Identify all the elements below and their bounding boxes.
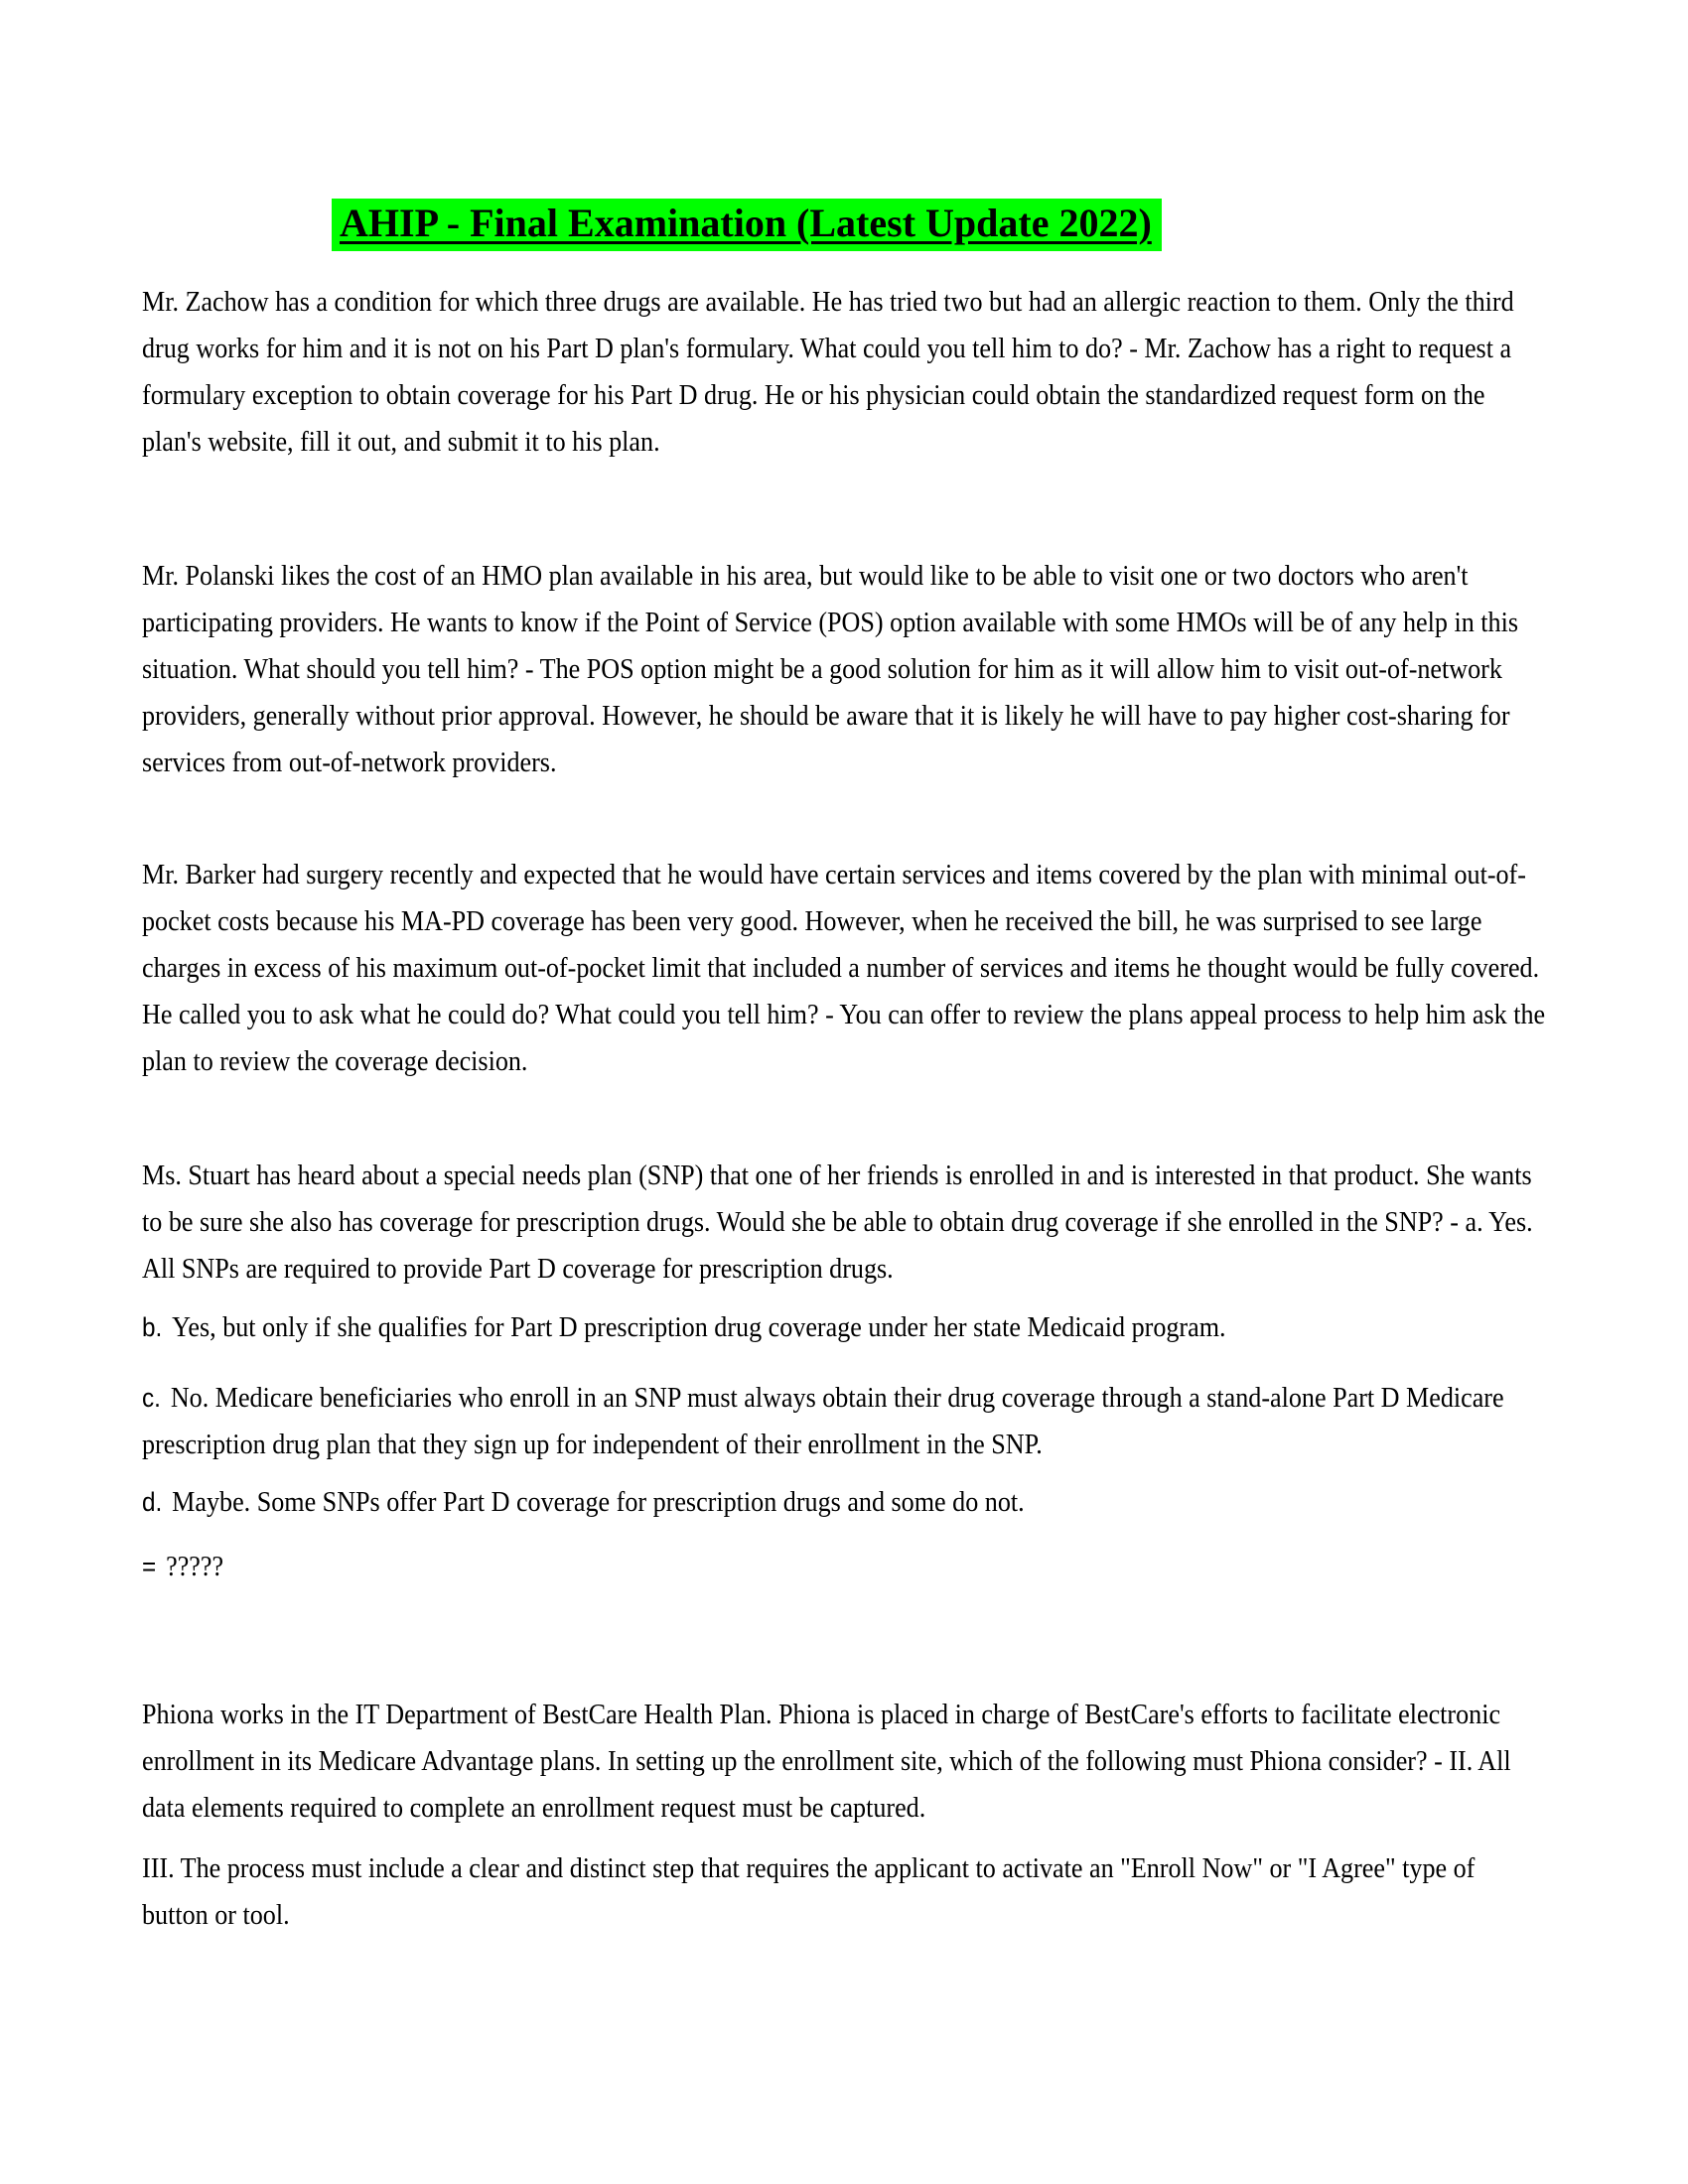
- option-text-b: Yes, but only if she qualifies for Part D prescription drug coverage under her state Medicaid program.: [172, 1311, 1226, 1343]
- question-stuart: Ms. Stuart has heard about a special needs plan (SNP) that one of her friends is enrolled in and is interested in that product. She wants to be sure she also has coverage for prescription drugs. Would she be able to obtain drug coverage if she enrolled in the SNP? - a. Yes. All SNPs are required to provide Part D coverage for prescription drugs.: [142, 1160, 1533, 1285]
- option-letter-c: c.: [142, 1383, 161, 1413]
- option-letter-b: b.: [142, 1312, 163, 1342]
- answer-option-b: [142, 1304, 1546, 1351]
- equals-sign: =: [142, 1552, 157, 1581]
- answer-option-c: [142, 1375, 1546, 1468]
- question-polanski: Mr. Polanski likes the cost of an HMO plan available in his area, but would like to be able to visit one or two doctors who aren't participating providers. He wants to know if the Point of Service (POS) option available with some HMOs will be of any help in this situation. What should you tell him? - The POS option might be a good solution for him as it will allow him to visit out-of-network providers, generally without prior approval. However, he should be aware that it is likely he will have to pay higher cost-sharing for services from out-of-network providers.: [142, 560, 1518, 778]
- question-barker: Mr. Barker had surgery recently and expected that he would have certain services and items covered by the plan with minimal out-of-pocket costs because his MA-PD coverage has been very good. However, when he received the bill, he was surprised to see large charges in excess of his maximum out-of-pocket limit that included a number of services and items he thought would be fully covered. He called you to ask what he could do? What could you tell him? - You can offer to review the plans appeal process to help him ask the plan to review the coverage decision.: [142, 859, 1546, 1077]
- option-letter-d: d.: [142, 1487, 163, 1517]
- answer-option-d: [142, 1479, 1546, 1526]
- question-zachow: Mr. Zachow has a condition for which three drugs are available. He has tried two but had an allergic reaction to them. Only the third drug works for him and it is not on his Part D plan's formulary. What could you tell him to do? - Mr. Zachow has a right to request a formulary exception to obtain coverage for his Part D drug. He or his physician could obtain the standardized request form on the plan's website, fill it out, and submit it to his plan.: [142, 286, 1514, 458]
- placeholder-text: ?????: [166, 1551, 224, 1582]
- document-title: AHIP - Final Examination (Latest Update 2022): [332, 199, 1162, 251]
- answer-placeholder: [142, 1544, 1546, 1590]
- document-body: [142, 279, 1546, 1939]
- option-text-c: No. Medicare beneficiaries who enroll in an SNP must always obtain their drug coverage through a stand-alone Part D Medicare prescription drug plan that they sign up for independent of their enrollment in the SNP.: [142, 1382, 1504, 1460]
- question-phiona: Phiona works in the IT Department of BestCare Health Plan. Phiona is placed in charge of BestCare's efforts to facilitate electronic enrollment in its Medicare Advantage plans. In setting up the enrollment site, which of the following must Phiona consider? - II. All data elements required to complete an enrollment request must be captured.: [142, 1699, 1511, 1824]
- title-row: [142, 0, 1688, 251]
- statement-iii: III. The process must include a clear and distinct step that requires the applicant to activate an "Enroll Now" or "I Agree" type of button or tool.: [142, 1852, 1476, 1931]
- option-text-d: Maybe. Some SNPs offer Part D coverage for prescription drugs and some do not.: [172, 1486, 1025, 1518]
